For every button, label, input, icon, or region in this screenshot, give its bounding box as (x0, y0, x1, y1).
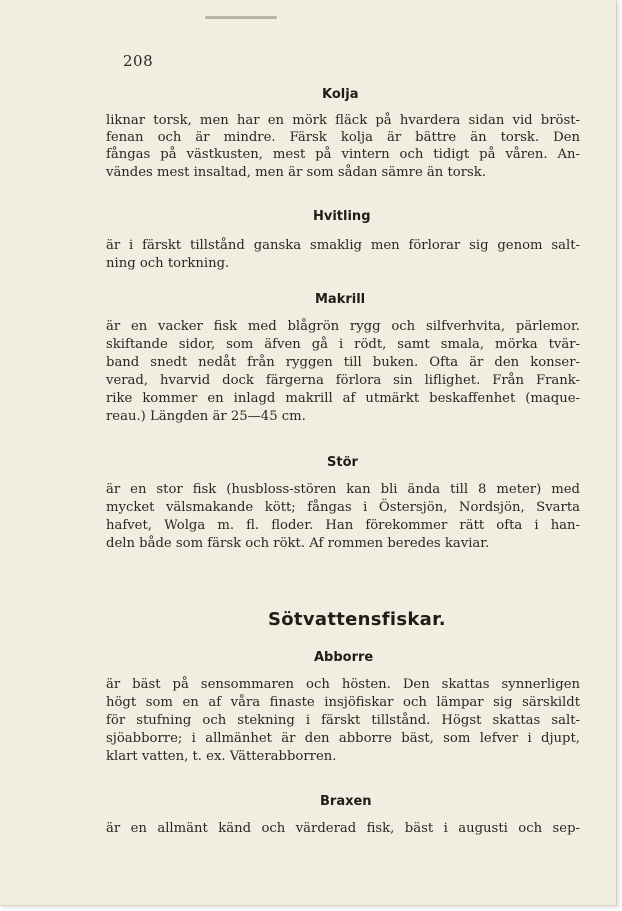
stor-line-3: hafvet, Wolga m. fl. floder. Han förekommer rätt ofta i han- (106, 518, 580, 533)
hvitling-line-2: ning och torkning. (106, 256, 230, 271)
makrill-line-2: skiftande sidor, som äfven gå i rödt, samt smala, mörka tvär- (106, 337, 580, 352)
makrill-line-3: band snedt nedåt från ryggen till buken. Ofta är den konser- (106, 355, 580, 370)
page-number: 208 (123, 52, 154, 70)
abborre-line-3: för stufning och stekning i färskt tillstånd. Högst skattas salt- (106, 713, 580, 728)
abborre-line-1: är bäst på sensommaren och hösten. Den skattas synnerligen (106, 677, 580, 692)
kolja-line-4: vändes mest insaltad, men är som sådan sämre än torsk. (106, 165, 486, 180)
heading-kolja: Kolja (322, 87, 359, 102)
heading-hvitling: Hvitling (313, 209, 371, 224)
makrill-line-6: reau.) Längden är 25—45 cm. (106, 409, 306, 424)
makrill-line-5: rike kommer en inlagd makrill af utmärkt beskaffenhet (maque- (106, 391, 580, 406)
paper-mark (205, 16, 277, 19)
abborre-line-5: klart vatten, t. ex. Vätterabborren. (106, 749, 337, 764)
heading-braxen: Braxen (320, 794, 372, 809)
section-title-sotvattensfiskar: Sötvattensfiskar. (268, 609, 446, 630)
stor-line-4: deln både som färsk och rökt. Af rommen beredes kaviar. (106, 536, 490, 551)
heading-stor: Stör (327, 455, 358, 470)
abborre-line-4: sjöabborre; i allmänhet är den abborre bäst, som lefver i djupt, (106, 731, 580, 746)
heading-makrill: Makrill (315, 292, 366, 307)
hvitling-line-1: är i färskt tillstånd ganska smaklig men förlorar sig genom salt- (106, 238, 580, 253)
makrill-line-1: är en vacker fisk med blågrön rygg och silfverhvita, pärlemor. (106, 319, 580, 334)
makrill-line-4: verad, hvarvid dock färgerna förlora sin liflighet. Från Frank- (106, 373, 580, 388)
kolja-line-3: fångas på västkusten, mest på vintern och tidigt på våren. An- (106, 147, 580, 162)
stor-line-1: är en stor fisk (husbloss-stören kan bli ända till 8 meter) med (106, 482, 580, 497)
kolja-line-1: liknar torsk, men har en mörk fläck på hvardera sidan vid bröst- (106, 113, 580, 128)
braxen-line-1: är en allmänt känd och värderad fisk, bäst i augusti och sep- (106, 821, 580, 836)
abborre-line-2: högt som en af våra finaste insjöfiskar och lämpar sig särskildt (106, 695, 580, 710)
stor-line-2: mycket välsmakande kött; fångas i Östersjön, Nordsjön, Svarta (106, 500, 580, 515)
heading-abborre: Abborre (314, 650, 374, 665)
kolja-line-2: fenan och är mindre. Färsk kolja är bättre än torsk. Den (106, 130, 580, 145)
